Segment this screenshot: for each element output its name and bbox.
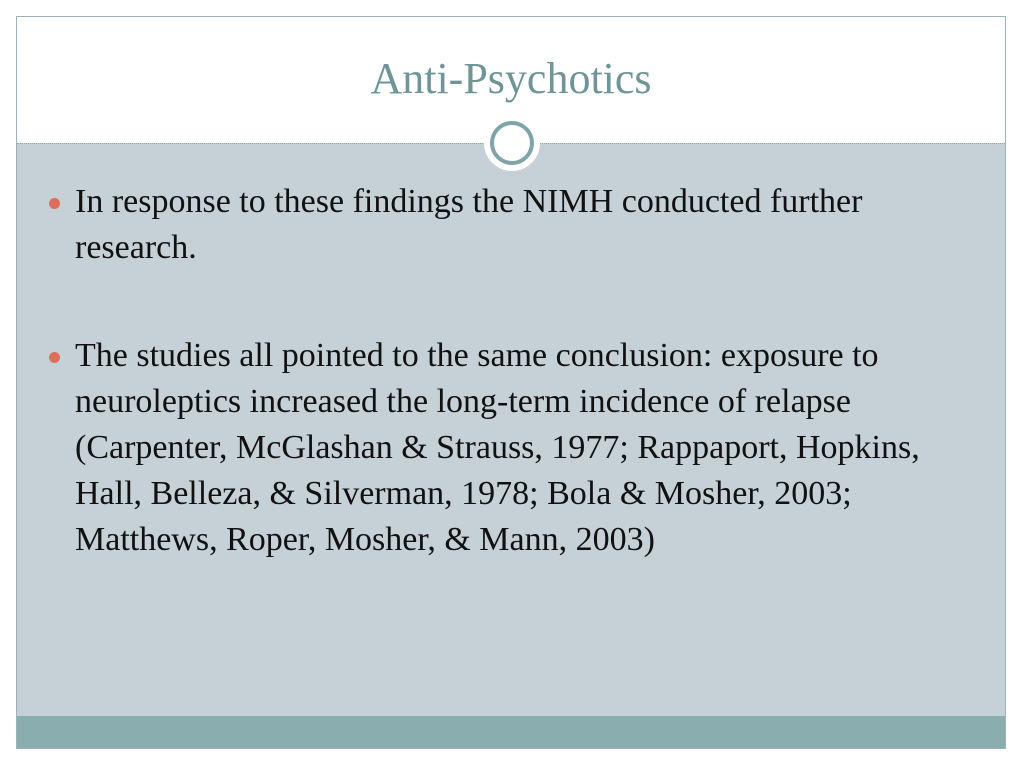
- bullet-list: [47, 179, 957, 625]
- footer-band: [17, 716, 1005, 749]
- bullet-text: In response to these findings the NIMH conducted further research.: [75, 183, 863, 266]
- slide-title: Anti-Psychotics: [370, 54, 652, 103]
- bullet-item: [47, 333, 957, 563]
- bullet-item: [47, 179, 957, 271]
- bullet-dot-icon: [49, 198, 60, 209]
- bullet-dot-icon: [49, 352, 60, 363]
- ring-ornament-icon: [484, 115, 540, 171]
- slide-frame: [16, 16, 1006, 749]
- ring-ornament-inner: [490, 121, 534, 165]
- bullet-text: The studies all pointed to the same conclusion: exposure to neuroleptics increased the long-term incidence of relapse (Carpenter, McGlashan & Strauss, 1977; Rappaport, Hopkins, Hall, Belleza, & Silverman, 1978; Bola & Mosher, 2003; Matthews, Roper, Mosher, & Mann, 2003): [75, 337, 920, 558]
